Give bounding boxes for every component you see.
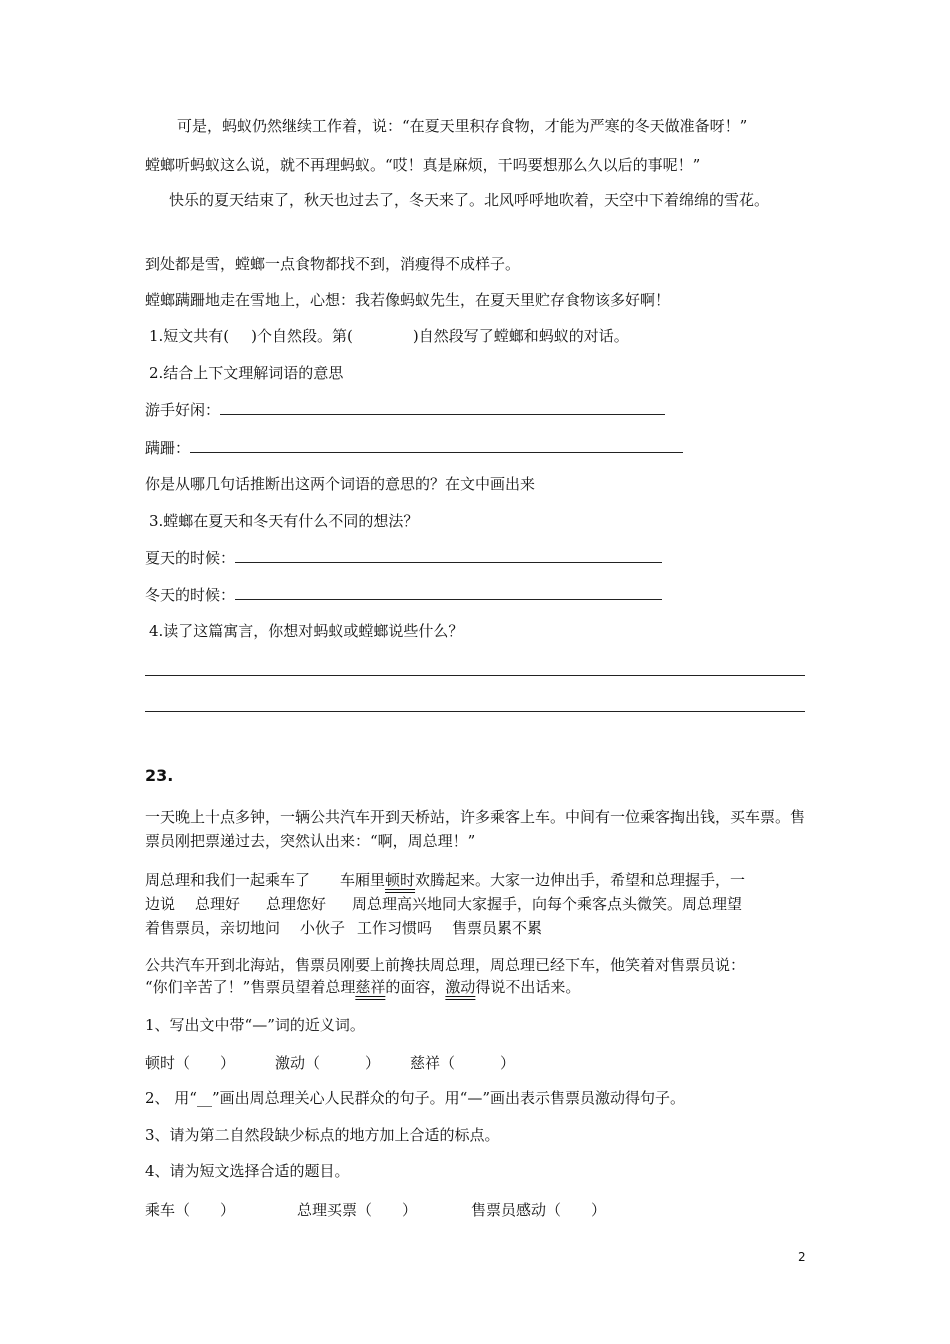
option[interactable]: 总理买票（ ） bbox=[297, 1201, 418, 1219]
answer-label: 夏天的时候： bbox=[145, 549, 236, 567]
text: 周总理高兴地同大家握手，向每个乘客点头微笑。周总理望 bbox=[352, 895, 743, 913]
option[interactable]: 慈祥（ ） bbox=[410, 1054, 516, 1072]
option[interactable]: 激动（ ） bbox=[275, 1054, 381, 1072]
text: 工作习惯吗 bbox=[357, 919, 433, 937]
answer-label: 冬天的时候： bbox=[145, 586, 236, 604]
answer-options bbox=[145, 1199, 606, 1221]
question-3: 3、请为第二自然段缺少标点的地方加上合适的标点。 bbox=[145, 1126, 500, 1144]
option[interactable]: 顿时（ ） bbox=[145, 1054, 236, 1072]
text: 售票员累不累 bbox=[452, 919, 543, 937]
answer-line bbox=[145, 437, 683, 459]
paragraph: 螳螂蹒跚地走在雪地上，心想：我若像蚂蚁先生，在夏天里贮存食物该多好啊！ bbox=[145, 291, 671, 309]
paragraph-line bbox=[145, 917, 542, 939]
answer-blank[interactable] bbox=[190, 437, 683, 453]
paragraph: 到处都是雪，螳螂一点食物都找不到，消瘦得不成样子。 bbox=[145, 255, 521, 273]
text: 总理好 bbox=[195, 895, 241, 913]
paragraph: 快乐的夏天结束了，秋天也过去了，冬天来了。北风呼呼地吹着，天空中下着绵绵的雪花。 bbox=[169, 191, 770, 209]
paragraph: 螳螂听蚂蚁这么说，就不再理蚂蚁。“哎！真是麻烦，干吗要想那么久以后的事呢！” bbox=[145, 156, 701, 174]
answer-options bbox=[145, 1052, 515, 1074]
answer-blank[interactable] bbox=[220, 399, 665, 415]
text: 周总理和我们一起乘车了 bbox=[145, 871, 311, 889]
answer-blank[interactable] bbox=[145, 675, 805, 676]
paragraph-line: 公共汽车开到北海站，售票员刚要上前搀扶周总理，周总理已经下车，他笑着对售票员说： bbox=[145, 956, 746, 974]
question-1 bbox=[149, 325, 629, 347]
text: 总理您好 bbox=[266, 895, 327, 913]
underlined-word: 慈祥 bbox=[355, 978, 386, 996]
option[interactable]: 售票员感动（ ） bbox=[471, 1201, 607, 1219]
paragraph: 一天晚上十点多钟，一辆公共汽车开到天桥站，许多乘客上车。中间有一位乘客掏出钱，买车票。售票员刚把票递过去，突然认出来：“啊，周总理！” bbox=[145, 808, 806, 850]
underlined-word: 激动 bbox=[445, 978, 476, 996]
question-text: )个自然段。第( bbox=[251, 327, 353, 345]
text: 得说不出话来。 bbox=[475, 978, 581, 996]
underlined-word: 顿时 bbox=[385, 871, 416, 889]
answer-line bbox=[145, 547, 662, 569]
answer-label: 游手好闲： bbox=[145, 401, 221, 419]
paragraph-line bbox=[145, 893, 742, 915]
text: 边说 bbox=[145, 895, 176, 913]
question-note: 你是从哪几句话推断出这两个词语的意思的？在文中画出来 bbox=[145, 475, 536, 493]
page-number: 2 bbox=[798, 1250, 806, 1264]
answer-blank[interactable] bbox=[145, 711, 805, 712]
question-3: 3.螳螂在夏天和冬天有什么不同的想法？ bbox=[149, 512, 419, 530]
question-4: 4、请为短文选择合适的题目。 bbox=[145, 1162, 350, 1180]
text: 的面容， bbox=[385, 978, 446, 996]
text: 欢腾起来。大家一边伸出手，希望和总理握手，一 bbox=[415, 871, 746, 889]
text: 车厢里 bbox=[340, 871, 386, 889]
section-number: 23. bbox=[145, 766, 174, 785]
question-2: 2.结合上下文理解词语的意思 bbox=[149, 364, 344, 382]
text: 着售票员，亲切地问 bbox=[145, 919, 281, 937]
question-2: 2、 用“__”画出周总理关心人民群众的句子。用“—”画出表示售票员激动得句子。 bbox=[145, 1089, 685, 1107]
answer-label: 蹒跚： bbox=[145, 439, 191, 457]
answer-line bbox=[145, 584, 662, 606]
text: 小伙子 bbox=[300, 919, 346, 937]
text: “你们辛苦了！”售票员望着总理 bbox=[145, 978, 356, 996]
option[interactable]: 乘车（ ） bbox=[145, 1201, 236, 1219]
question-text: )自然段写了螳螂和蚂蚁的对话。 bbox=[412, 327, 629, 345]
question-4: 4.读了这篇寓言，你想对蚂蚁或螳螂说些什么？ bbox=[149, 622, 464, 640]
paragraph: 可是，蚂蚁仍然继续工作着，说：“在夏天里积存食物，才能为严寒的冬天做准备呀！” bbox=[177, 117, 748, 135]
question-text: 1.短文共有( bbox=[149, 327, 230, 345]
question-1: 1、写出文中带“—”词的近义词。 bbox=[145, 1016, 365, 1034]
paragraph-line bbox=[145, 869, 745, 891]
answer-blank[interactable] bbox=[235, 584, 662, 600]
answer-line bbox=[145, 399, 665, 421]
answer-blank[interactable] bbox=[235, 547, 662, 563]
paragraph-line bbox=[145, 976, 580, 998]
